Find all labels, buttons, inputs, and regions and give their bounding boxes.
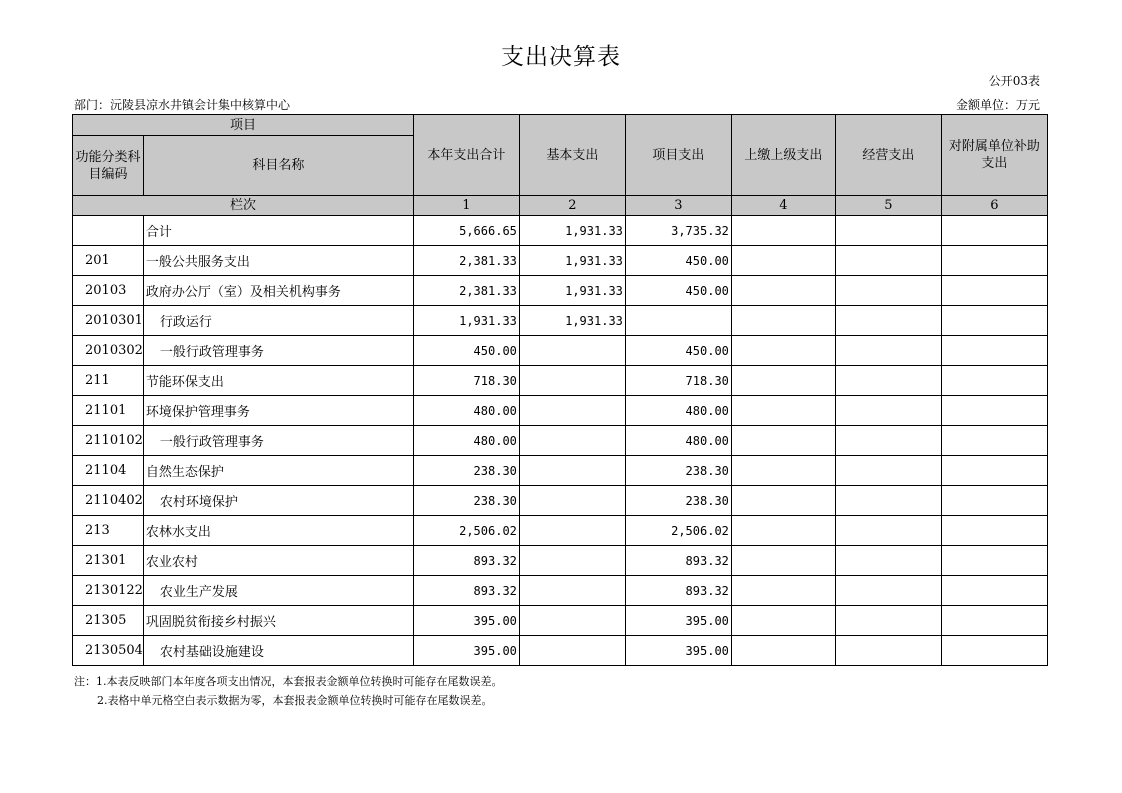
row-code: 21104 <box>73 456 144 486</box>
table-row <box>73 366 1048 396</box>
row-value-total: 480.00 <box>413 396 519 426</box>
row-value-upper <box>731 246 835 276</box>
row-code: 2130122 <box>73 576 144 606</box>
row-value-project: 2,506.02 <box>625 516 731 546</box>
row-value-business <box>835 486 941 516</box>
row-value-project: 395.00 <box>625 606 731 636</box>
header-func-code: 功能分类科目编码 <box>73 136 144 196</box>
row-subject-name: 农村基础设施建设 <box>143 636 413 666</box>
row-value-basic: 1,931.33 <box>519 246 625 276</box>
row-value-basic <box>519 516 625 546</box>
row-value-subsidy <box>941 426 1047 456</box>
row-code: 2010302 <box>73 336 144 366</box>
row-value-upper <box>731 306 835 336</box>
row-value-total: 2,506.02 <box>413 516 519 546</box>
table-row <box>73 486 1048 516</box>
row-code: 201 <box>73 246 144 276</box>
row-value-total: 238.30 <box>413 456 519 486</box>
row-subject-name: 行政运行 <box>143 306 413 336</box>
row-value-total: 5,666.65 <box>413 216 519 246</box>
row-subject-name: 一般公共服务支出 <box>143 246 413 276</box>
table-row <box>73 456 1048 486</box>
note-1: 注：1.本表反映部门本年度各项支出情况，本套报表金额单位转换时可能存在尾数误差。 <box>74 675 503 688</box>
row-value-subsidy <box>941 606 1047 636</box>
row-value-subsidy <box>941 336 1047 366</box>
header-subsidy: 对附属单位补助支出 <box>941 115 1047 196</box>
table-row <box>73 336 1048 366</box>
row-code: 2130504 <box>73 636 144 666</box>
row-value-subsidy <box>941 396 1047 426</box>
table-row <box>73 306 1048 336</box>
row-value-business <box>835 396 941 426</box>
row-value-business <box>835 546 941 576</box>
row-value-project: 450.00 <box>625 336 731 366</box>
row-value-project: 238.30 <box>625 456 731 486</box>
row-value-subsidy <box>941 306 1047 336</box>
row-value-total: 2,381.33 <box>413 246 519 276</box>
row-value-upper <box>731 516 835 546</box>
row-value-total: 893.32 <box>413 546 519 576</box>
header-column-index: 栏次 <box>73 196 414 216</box>
row-code: 2010301 <box>73 306 144 336</box>
table-row <box>73 546 1048 576</box>
column-number: 5 <box>835 196 941 216</box>
table-row <box>73 276 1048 306</box>
row-code: 213 <box>73 516 144 546</box>
row-value-project: 450.00 <box>625 246 731 276</box>
row-value-business <box>835 216 941 246</box>
row-value-basic <box>519 636 625 666</box>
row-value-project: 3,735.32 <box>625 216 731 246</box>
row-value-upper <box>731 396 835 426</box>
note-2: 2.表格中单元格空白表示数据为零，本套报表金额单位转换时可能存在尾数误差。 <box>97 694 493 707</box>
column-number: 4 <box>731 196 835 216</box>
row-value-total: 480.00 <box>413 426 519 456</box>
header-subject-name: 科目名称 <box>143 136 413 196</box>
row-subject-name: 农林水支出 <box>143 516 413 546</box>
header-total: 本年支出合计 <box>413 115 519 196</box>
row-code: 211 <box>73 366 144 396</box>
row-value-business <box>835 636 941 666</box>
row-value-subsidy <box>941 456 1047 486</box>
form-code: 公开03表 <box>988 74 1040 88</box>
row-value-basic <box>519 546 625 576</box>
row-value-project: 480.00 <box>625 426 731 456</box>
row-value-basic <box>519 486 625 516</box>
column-number: 3 <box>625 196 731 216</box>
row-value-subsidy <box>941 276 1047 306</box>
row-code: 2110102 <box>73 426 144 456</box>
row-value-basic: 1,931.33 <box>519 276 625 306</box>
row-value-basic: 1,931.33 <box>519 306 625 336</box>
row-value-subsidy <box>941 486 1047 516</box>
row-value-business <box>835 606 941 636</box>
row-value-business <box>835 576 941 606</box>
row-value-business <box>835 306 941 336</box>
table-row <box>73 576 1048 606</box>
row-value-upper <box>731 606 835 636</box>
row-value-basic <box>519 336 625 366</box>
row-value-upper <box>731 336 835 366</box>
row-value-subsidy <box>941 636 1047 666</box>
row-value-subsidy <box>941 546 1047 576</box>
department-label: 部门：沅陵县凉水井镇会计集中核算中心 <box>74 98 291 112</box>
row-code <box>73 216 144 246</box>
column-number: 6 <box>941 196 1047 216</box>
row-value-basic <box>519 396 625 426</box>
row-value-total: 893.32 <box>413 576 519 606</box>
row-value-project: 238.30 <box>625 486 731 516</box>
row-value-subsidy <box>941 516 1047 546</box>
row-value-basic <box>519 366 625 396</box>
column-number: 1 <box>413 196 519 216</box>
row-value-project <box>625 306 731 336</box>
table-row <box>73 636 1048 666</box>
row-subject-name: 节能环保支出 <box>143 366 413 396</box>
row-subject-name: 农业生产发展 <box>143 576 413 606</box>
row-value-business <box>835 276 941 306</box>
unit-label: 金额单位：万元 <box>955 98 1040 112</box>
table-row <box>73 426 1048 456</box>
row-value-project: 893.32 <box>625 576 731 606</box>
row-subject-name: 自然生态保护 <box>143 456 413 486</box>
row-subject-name: 农业农村 <box>143 546 413 576</box>
row-value-business <box>835 246 941 276</box>
row-value-upper <box>731 426 835 456</box>
row-value-basic <box>519 576 625 606</box>
row-subject-name: 农村环境保护 <box>143 486 413 516</box>
row-value-total: 238.30 <box>413 486 519 516</box>
row-subject-name: 环境保护管理事务 <box>143 396 413 426</box>
row-value-total: 1,931.33 <box>413 306 519 336</box>
table-row <box>73 216 1048 246</box>
row-value-business <box>835 426 941 456</box>
row-subject-name: 合计 <box>143 216 413 246</box>
table-row <box>73 246 1048 276</box>
header-basic: 基本支出 <box>519 115 625 196</box>
row-value-project: 893.32 <box>625 546 731 576</box>
row-value-basic <box>519 456 625 486</box>
row-value-upper <box>731 216 835 246</box>
row-subject-name: 一般行政管理事务 <box>143 336 413 366</box>
row-value-basic: 1,931.33 <box>519 216 625 246</box>
row-value-basic <box>519 426 625 456</box>
row-value-project: 718.30 <box>625 366 731 396</box>
row-value-subsidy <box>941 216 1047 246</box>
table-row <box>73 516 1048 546</box>
table-row <box>73 396 1048 426</box>
row-code: 20103 <box>73 276 144 306</box>
row-value-upper <box>731 486 835 516</box>
row-value-business <box>835 516 941 546</box>
row-value-subsidy <box>941 246 1047 276</box>
row-subject-name: 政府办公厅（室）及相关机构事务 <box>143 276 413 306</box>
row-value-total: 395.00 <box>413 636 519 666</box>
row-value-subsidy <box>941 576 1047 606</box>
row-value-basic <box>519 606 625 636</box>
row-value-upper <box>731 276 835 306</box>
row-value-project: 450.00 <box>625 276 731 306</box>
row-value-total: 450.00 <box>413 336 519 366</box>
row-value-upper <box>731 366 835 396</box>
row-code: 21305 <box>73 606 144 636</box>
row-subject-name: 巩固脱贫衔接乡村振兴 <box>143 606 413 636</box>
row-value-business <box>835 366 941 396</box>
row-value-total: 395.00 <box>413 606 519 636</box>
row-value-upper <box>731 546 835 576</box>
row-code: 2110402 <box>73 486 144 516</box>
row-value-business <box>835 456 941 486</box>
table-row <box>73 606 1048 636</box>
row-value-upper <box>731 636 835 666</box>
column-number: 2 <box>519 196 625 216</box>
row-value-project: 395.00 <box>625 636 731 666</box>
header-upper: 上缴上级支出 <box>731 115 835 196</box>
row-value-total: 718.30 <box>413 366 519 396</box>
notes <box>74 672 503 710</box>
row-value-upper <box>731 576 835 606</box>
row-value-project: 480.00 <box>625 396 731 426</box>
row-value-upper <box>731 456 835 486</box>
expenditure-table <box>72 114 1048 666</box>
header-item: 项目 <box>73 115 414 136</box>
row-value-subsidy <box>941 366 1047 396</box>
header-business: 经营支出 <box>835 115 941 196</box>
row-code: 21301 <box>73 546 144 576</box>
row-code: 21101 <box>73 396 144 426</box>
page-title: 支出决算表 <box>501 44 621 70</box>
header-project: 项目支出 <box>625 115 731 196</box>
row-subject-name: 一般行政管理事务 <box>143 426 413 456</box>
row-value-business <box>835 336 941 366</box>
row-value-total: 2,381.33 <box>413 276 519 306</box>
